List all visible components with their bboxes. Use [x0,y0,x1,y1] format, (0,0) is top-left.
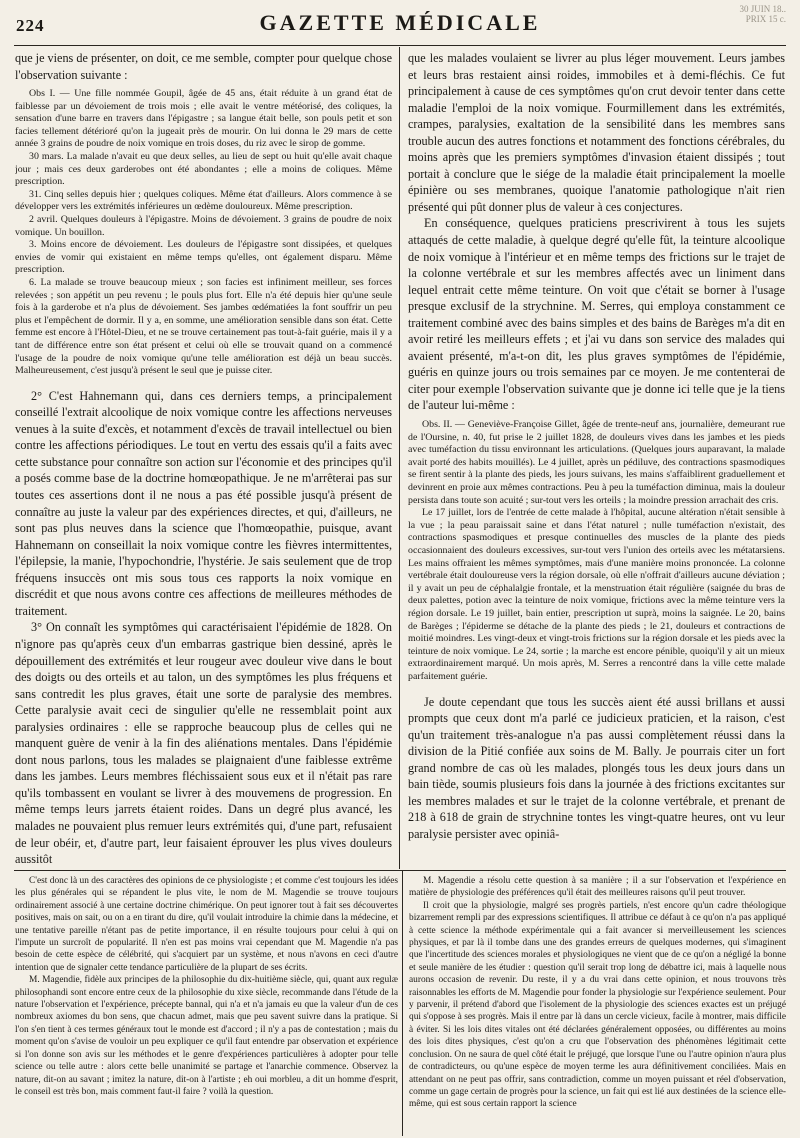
body-paragraph: 2° C'est Hahnemann qui, dans ces derniers temps, a principalement conseillé l'extrait alcoolique de noix vomique contre les affections nerveuses venues à la suite d'excès, et notamment d'excès de travail intellectuel ou bien contre les affections périodiques. Le tout en vertu des essais qu'il a faits avec cette substance pour connaître son action sur l'économie et des principes qu'il a posés comme base de la doctrine homœopathique. Je ne m'arrêterai pas sur toutes ces assertions dont il ne nous a pas été possible jusqu'à présent de connaître au juste la valeur par des expériences directes, et qui, d'ailleurs, ne sont pas plus neuves dans la science que l'homœopathie, puisque, avant Hahnemann on conseillait la noix vomique contre les fièvres intermittentes, l'épilepsie, la manie, l'hypochondrie, l'hystérie. Je sais seulement que de trop fréquens insuccès ont mis sous tous ces rapports la noix vomique en discrédit et que nous avons contre ces affections de meilleures méthodes de traitement. [15,388,392,618]
body-paragraph: En conséquence, quelques praticiens prescrivirent à tous les sujets attaqués de cette maladie, à quelque degré qu'elle fût, la teinture alcoolique de noix vomique à l'intérieur et en même temps des frictions sur le trajet de la colonne vertébrale et sur les membres affectés avec un liniment dans lequel entrait cette même teinture. On voit que c'était se borner à l'usage presque exclusif de la strychnine. M. Serres, qui employa constamment ce traitement combiné avec des bains simples et des bains de Barèges m'a dit en avoir retiré les meilleurs effets ; et j'ai vu dans son service des malades qui avaient présenté, m'a-t-on dit, les plus graves symptômes de l'épidémie, guéris en quinze jours ou trois semaines par ce moyen. Je me contenterai de citer pour exemple l'observation suivante que je donne ici telle que je la tiens de l'auteur lui-même : [408,216,785,413]
feuilleton-paragraph: C'est donc là un des caractères des opinions de ce physiologiste ; et comme c'est toujours les idées les plus générales qui se répandent le plus vite, le nom de M. Magendie se trouve toujours ordinairement associé à une certaine doctrine chimérique. On peut ignorer tout à fait ses découvertes positives, mais on sait, ou on a en tirant du dire, qu'il voulait introduire la chimie dans la médecine, et une tentative pareille n'étant pas de petite importance, il en résulte toujours pour celui à qui on l'impute un surcroît de popularité. Il n'en est pas moins vrai cependant que M. Magendie n'a pas besoin de cette espèce de célébrité, qui s'acquiert par un système, et nous n'avons en ceci d'autre intention que de signaler cette tendance particulière de la plupart de ses écrits. [15,876,398,973]
feuilleton-left [15,875,398,1133]
observation-1 [15,88,392,378]
right-column [408,50,785,868]
page-number: 224 [16,16,45,35]
obs1-paragraph: 3. Moins encore de dévoiement. Les douleurs de l'épigastre sont dissipées, et quelques envies de vomir qui existaient en même temps qu'elles, ont également disparu. Même prescription. [15,239,392,276]
header-rule [14,45,786,46]
obs1-paragraph: 2 avril. Quelques douleurs à l'épigastre. Moins de dévoiement. 3 grains de poudre de noix vomique. Un bouillon. [15,214,392,238]
body-paragraph: Je doute cependant que tous les succès aient été aussi brillans et aussi prompts que ceux dont m'a parlé ce judicieux praticien, et la raison, c'est qu'un traitement très-analogue n'a pas aussi complètement réussi dans la division de la Pitié confiée aux soins de M. Bally. Je pourrais citer un fort grand nombre de cas où les malades, plongés tous les deux jours dans un bain tiède, soumis plusieurs fois dans la journée à des frictions excitantes sur les membres malades et sur le trajet de la colonne vertébrale, et prenant de 218 à 618 de grain de strychnine tontes les vingt-quatre heures, ont vu leur paralysie persister avec opiniâ- [408,694,785,841]
obs1-paragraph: 6. La malade se trouve beaucoup mieux ; son facies est infiniment meilleur, ses forces relevées ; son appétit un peu revenu ; le pouls plus fort. Elle n'a été depuis hier qu'une seule fois à la garderobe et n'a plus de dévoiement. Ses jambes œdématiées la font souffrir un peu plus et l'empêchent de dormir. Il y a, en somme, une amélioration sensible dans son état. Cette femme est encore à l'Hôtel-Dieu, et ne se trouve certainement pas tout-à-fait guérie, mais il y a tant de différence entre son état présent et celui où elle se trouvait quand on a commencé l'usage de la poudre de noix vomique qu'une telle amélioration est déjà un beau succès. Malheureusement, c'est jusqu'à présent le seul que je puisse citer. [15,277,392,377]
page-header [0,0,800,44]
body-paragraph: que les malades voulaient se livrer au plus léger mouvement. Leurs jambes et leurs bras restaient ainsi roides, immobiles et à demi-fléchis. Ce fut principalement à cause de ces symptômes qu'on crut devoir tenter dans cette maladie l'emploi de la noix vomique. Fourmillement dans les extrémités, crampes, paralysies, exaltation de la sensibilité dans les membres sans trouble aucun des autres fonctions et notamment des fonctions cérébrales, du moins après que les premiers symptômes d'invasion étaient dissipés ; tout portait à conclure que le siége de la maladie était principalement la moelle épinière ou ses membranes, quoique l'anatomie pathologique n'ait rien présenté qui pût donner plus de valeur à ces conjectures. [408,51,785,214]
body-paragraph: 3° On connaît les symptômes qui caractérisaient l'épidémie de 1828. On n'ignore pas qu'après ceux d'un embarras gastrique bien dessiné, après le dépouillement des extrémités et leur rougeur avec douleur vive dans le bout des doigts ou des orteils et au talon, un des symptômes les plus fréquens et sans contredit les plus graves, était une sorte de paralysie des membres. Cette paralysie avait ceci de singulier qu'elle ne ressemblait point aux paralysies ordinaires : elle se rapproche beaucoup plus de celles qui ne manquent guère de venir à la fin des aliénations mentales. Dans l'épidémie dont nous parlons, tous les malades se plaignaient d'une faiblesse extrême dans les jambes. Leurs membres fléchissaient sous eux et il n'était pas rare qu'ils tombassent en voulant se livrer à des mouvemens de progression. En même temps leurs jarrets étaient roides. Dans un degré plus avancé, les malades ne pouvaient plus remuer leurs extrémités qui, d'une part, refusaient de leur obéir, et, d'autre part, leur faisaient éprouver les plus vives douleurs aussitôt [15,620,392,867]
obs1-paragraph: 30 mars. La malade n'avait eu que deux selles, au lieu de sept ou huit qu'elle avait chaque jour ; mais ces deux garderobes ont été abondantes ; elle a moins de coliques. Même prescription. [15,151,392,188]
footer-column-divider [402,870,403,1136]
obs1-paragraph: Obs I. — Une fille nommée Goupil, âgée de 45 ans, était réduite à un grand état de faiblesse par un dévoiement de trois mois ; elle avait le ventre météorisé, des coliques, la sensation d'une barre en travers dans l'épigastre ; sa langue était belle, son pouls petit et son facies tellement détérioré qu'on la jugeait près de mourir. On lui donna le 29 mars de cette année 3 grains de poudre de noix vomique en trois doses, du riz avec le sirop de gomme. [15,88,392,150]
library-stamp: 30 JUIN 18.. PRIX 15 c. [739,4,786,24]
obs2-paragraph: Obs. II. — Geneviève-Françoise Gillet, âgée de trente-neuf ans, journalière, demeurant rue de l'Oursine, n. 40, fut prise le 2 juillet 1828, de douleurs vives dans les jambes et les pieds avec tuméfaction du tissu environnant les articulations. (Quelques jours auparavant, la malade avait porté des habits mouillés). Le 4 juillet, après un pédiluve, des contractions spasmodiques se firent sentir à la plante des pieds, les jours suivans, les mains s'affaiblirent graduellement et devinrent en proie aux mêmes contractions. Peu à peu la tuméfaction diminua, mais la douleur persista dans toute son acuité ; sur-tout vers les orteils ; la moindre pression arrachait des cris. [408,419,785,506]
intro-paragraph: que je viens de présenter, on doit, ce me semble, compter pour quelque chose l'observation suivante : [15,51,392,82]
feuilleton-paragraph: Il croit que la physiologie, malgré ses progrès partiels, n'est encore qu'un cadre théologique bizarrement rempli par des expressions scientifiques. Il attribue ce défaut à ce qu'on n'a pas appliqué à cette science la méthode expérimentale qui a fait avancer si merveilleusement les sciences physiques, et par là il tombe dans une des grandes erreurs de quelques modernes, qui s'imaginent que l'incertitude des sciences morales et physiologiques ne vient que de ce qu'on a négligé la bonne et seule manière de les étudier : question qu'il serait trop long de débattre ici, mais à laquelle nous aurons occasion de revenir. Du reste, il y a du vrai dans cette opinion, et nous trouvons très raisonnables les efforts de M. Magendie pour fonder la physiologie sur l'expérience seulement. Pour y parvenir, il prétend d'abord que l'isolement de la physiologie des sciences exactes est un préjugé qui s'oppose à ses progrès. Mais il entre par là dans un cercle vicieux, facile à montrer, mais difficile à éviter. Si les lois dites vitales ont été déclarées généralement opposées, ou différentes au moins des lois dites physiques, c'est qu'on a cru que l'observation des phénomènes légitimait cette conclusion. On ne saura de quel côté était le préjugé, que lorsque l'une ou l'autre opinion n'aura plus de contradicteurs, ou qu'une espèce de moyen terme les aura définitivement conciliées. Mais en attendant on ne peut pas offrir, sans contradiction, comme un moyen puissant et réel d'observation, comme un gage certain de progrès pour la science, un fait qui est lié aux destinées de la science elle-même, qui est sous certain rapport la science [409,900,786,1110]
obs1-paragraph: 31. Cinq selles depuis hier ; quelques coliques. Même état d'ailleurs. Alors commence à se développer vers les extrémités inférieures un œdème douloureux. Même prescription. [15,188,392,213]
feuilleton-right [409,875,786,1133]
obs2-paragraph: Le 17 juillet, lors de l'entrée de cette malade à l'hôpital, aucune altération n'était sensible à la vue ; la peau paraissait saine et dans l'état naturel ; nulle tuméfaction n'existait, des contractions spasmodiques et presque continuelles des muscles de la plante des pieds occasionnaient des douleurs excessives, sur-tout vers l'union des orteils avec les métatarsiens. Les mains offraient les mêmes symptômes, mais d'une manière moins prononcée. La colonne vertébrale était douloureuse vers la région dorsale, où elle n'offrait d'ailleurs aucune déviation ; il y avait un peu de céphalalgie frontale, et la menstruation était régulière (saignée du bras de deux palettes, potion avec la teinture de noix vomique, frictions avec la même teinture vers la région dorsale. Le 19 juillet, bain entier, prescription ut suprà, moins la saignée. Le 20, bains de Barèges ; l'épiderme se détache de la plante des pieds ; le 21, douleurs et contractions de moitié moindres. Les vingt-deux et vingt-trois frictions sur la région dorsale et les pieds avec la teinture de noix vomique. Le 24, sortie ; la marche est encore pénible, quoiqu'il y ait un mieux extraordinairement marqué. Un mois après, M. Serres a rencontré dans la ville cette malade parfaitement guérie. [408,507,785,682]
left-column [15,50,392,868]
feuilleton-paragraph: M. Magendie a résolu cette question à sa manière ; il a sur l'observation et l'expérience en matière de physiologie des préférences qu'il était des meilleures raisons qu'il peut trouver. [409,876,786,899]
column-divider [399,47,400,869]
feuilleton-paragraph: M. Magendie, fidèle aux principes de la philosophie du dix-huitième siècle, qui, quant aux regulæ philosophandi sont encore entre ceux de la philosophie du xixe siècle, recommande dans l'étude de la nature l'observation et l'expérience, précepte bannal, qui n'a et n'a jamais eu que la valeur d'un de ces nombreux axiomes du bon sens, que chacun admet, mais que peu savent suivre dans la pratique. Si l'on s'en tient à ces termes généraux tout le monde est d'accord ; il n'y a pas de contestation ; mais du moment qu'on s'avise de vouloir un peu expliquer ce qu'il faut entendre par observation et expérience si l'on donne son avis sur les méthodes et le genre d'expériences particulières à adopter pour telle science ou telle autre : alors cette belle unanimité se partage et l'anarchie commence. Observez la nature, dit-on au savant ; imitez la nature, dit-on à l'artiste ; eh oui morbleu, a dit un homme d'esprit, le conseil est très bon, mais comment faut-il faire ? voilà la question. [15,975,398,1097]
feuilleton-rule [14,870,786,871]
masthead-title: GAZETTE MÉDICALE [259,10,541,35]
observation-2 [408,419,785,683]
